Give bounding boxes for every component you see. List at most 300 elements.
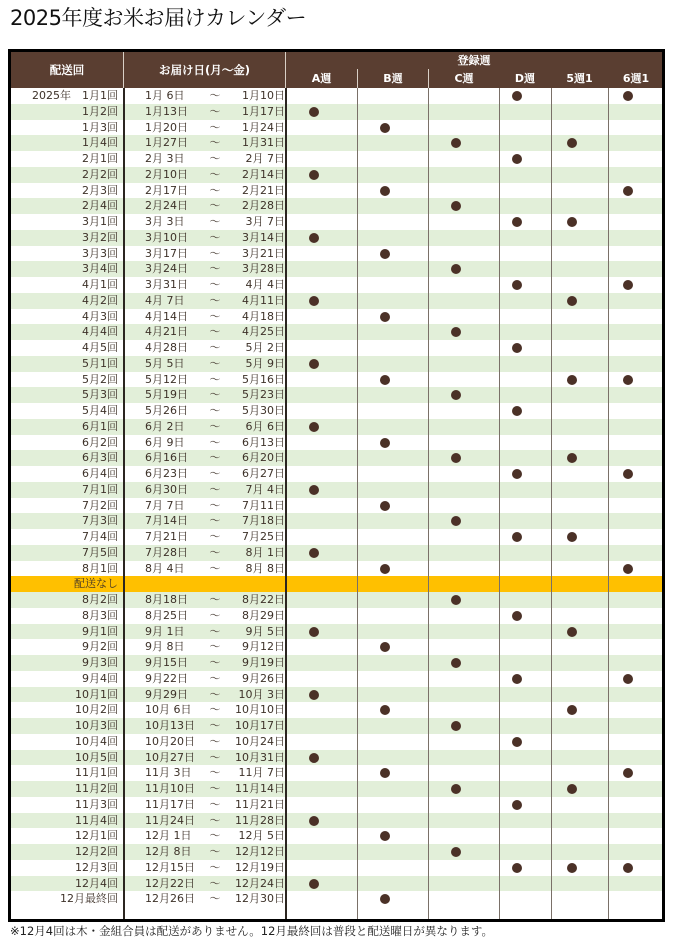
date-to: 3月 7日 (245, 215, 285, 228)
date-from: 8月 4日 (145, 561, 185, 575)
date-separator: ～ (209, 624, 221, 638)
date-separator: ～ (209, 482, 221, 496)
table-row (11, 860, 662, 876)
delivery-mark-icon (567, 375, 577, 385)
table-row (11, 592, 662, 608)
delivery-round-cell: 3月2回 (82, 230, 118, 244)
delivery-round-cell: 7月3回 (82, 514, 118, 528)
date-from: 6月30日 (145, 482, 188, 496)
delivery-round-cell: 1月4回 (82, 136, 118, 150)
delivery-round-cell: 7月1回 (82, 482, 118, 496)
date-separator: ～ (209, 876, 221, 890)
date-separator: ～ (209, 167, 221, 181)
delivery-round-cell: 6月2回 (82, 435, 118, 449)
table-row (11, 466, 662, 482)
delivery-round-cell: 4月3回 (82, 309, 118, 323)
date-to: 11月 7日 (238, 766, 285, 780)
delivery-mark-icon (567, 705, 577, 715)
table-row (11, 387, 662, 403)
date-separator: ～ (209, 813, 221, 827)
table-row (11, 655, 662, 671)
table-row (11, 608, 662, 624)
date-from: 2月17日 (145, 183, 188, 197)
delivery-mark-icon (380, 894, 390, 904)
delivery-mark-icon (567, 532, 577, 542)
date-to: 8月29日 (242, 608, 285, 622)
table-row (11, 277, 662, 293)
date-separator: ～ (209, 608, 221, 622)
date-to: 3月21日 (242, 246, 285, 260)
date-separator: ～ (209, 467, 221, 480)
delivery-round-cell: 2025年 1月1回 (32, 89, 118, 102)
date-from: 5月19日 (145, 388, 188, 402)
date-separator: ～ (209, 199, 221, 213)
delivery-round-cell: 10月3回 (75, 719, 118, 732)
date-separator: ～ (209, 593, 221, 606)
delivery-round-cell: 10月1回 (75, 687, 118, 701)
date-separator: ～ (209, 262, 221, 276)
date-to: 12月12日 (235, 845, 285, 858)
delivery-mark-icon (512, 91, 522, 101)
date-to: 12月24日 (235, 876, 285, 890)
table-row (11, 246, 662, 262)
delivery-round-cell: 8月3回 (82, 608, 118, 622)
page-title: 2025年度お米お届けカレンダー (10, 6, 307, 30)
delivery-mark-icon (623, 186, 633, 196)
table-row (11, 718, 662, 734)
date-from: 4月 7日 (145, 293, 185, 307)
delivery-mark-icon (451, 721, 461, 731)
table-row (11, 624, 662, 640)
date-from: 10月 6日 (145, 703, 192, 717)
date-separator: ～ (209, 656, 221, 669)
date-separator: ～ (209, 561, 221, 575)
date-separator: ～ (209, 120, 221, 134)
delivery-round-cell: 11月3回 (75, 797, 118, 811)
table-row (11, 293, 662, 309)
column-divider (285, 88, 287, 919)
delivery-mark-icon (380, 312, 390, 322)
date-from: 10月20日 (145, 734, 195, 748)
delivery-round-cell: 10月2回 (75, 703, 118, 717)
header-week-d: D週 (514, 71, 536, 85)
date-from: 1月20日 (145, 120, 188, 134)
date-to: 5月30日 (242, 404, 285, 417)
delivery-round-cell: 11月1回 (75, 766, 118, 780)
header-week-5-1: 5週1 (566, 71, 593, 85)
table-row (11, 230, 662, 246)
date-from: 1月 6日 (145, 89, 185, 102)
delivery-round-cell: 9月1回 (82, 624, 118, 638)
date-to: 5月23日 (242, 388, 285, 402)
column-divider (608, 88, 609, 919)
date-to: 9月12日 (242, 640, 285, 654)
table-row (11, 797, 662, 813)
date-from: 4月21日 (145, 325, 188, 339)
date-from: 2月 3日 (145, 152, 185, 165)
header-week-b: B週 (383, 71, 403, 85)
delivery-round-cell: 4月1回 (82, 278, 118, 291)
date-from: 6月16日 (145, 451, 188, 465)
table-row (11, 891, 662, 907)
delivery-mark-icon (309, 422, 319, 432)
table-row (11, 135, 662, 151)
header-delivery-round: 配送回 (49, 63, 85, 77)
date-to: 10月24日 (235, 734, 285, 748)
table-row (11, 813, 662, 829)
date-to: 2月21日 (242, 183, 285, 197)
table-row (11, 88, 662, 104)
date-from: 5月12日 (145, 372, 188, 386)
date-from: 7月 7日 (145, 498, 185, 512)
delivery-mark-icon (451, 784, 461, 794)
table-row (11, 214, 662, 230)
date-separator: ～ (209, 183, 221, 197)
date-from: 11月17日 (145, 797, 195, 811)
date-from: 10月27日 (145, 750, 195, 764)
date-to: 12月19日 (235, 860, 285, 874)
delivery-round-cell: 7月5回 (82, 545, 118, 559)
date-to: 6月13日 (242, 435, 285, 449)
footnote: ※12月4回は木・金組合員は配送がありません。12月最終回は普段と配送曜日が異なります。 (10, 924, 493, 938)
table-row (11, 545, 662, 561)
date-to: 9月19日 (242, 656, 285, 669)
table-row (11, 419, 662, 435)
date-separator: ～ (209, 892, 221, 906)
delivery-mark-icon (567, 138, 577, 148)
delivery-mark-icon (623, 91, 633, 101)
delivery-round-cell: 4月5回 (82, 341, 118, 354)
table-row (11, 702, 662, 718)
date-separator: ～ (209, 356, 221, 370)
delivery-mark-icon (512, 154, 522, 164)
date-to: 2月28日 (242, 199, 285, 213)
delivery-mark-icon (309, 296, 319, 306)
delivery-round-cell: 5月2回 (82, 372, 118, 386)
delivery-mark-icon (309, 690, 319, 700)
delivery-round-cell: 11月2回 (75, 782, 118, 795)
date-to: 10月 3日 (238, 687, 285, 701)
date-separator: ～ (209, 388, 221, 402)
date-to: 12月 5日 (238, 829, 285, 843)
table-row (11, 183, 662, 199)
table-row (11, 844, 662, 860)
delivery-mark-icon (451, 453, 461, 463)
date-separator: ～ (209, 215, 221, 228)
delivery-mark-icon (309, 359, 319, 369)
date-from: 3月31日 (145, 278, 188, 291)
table-row (11, 513, 662, 529)
header-delivery-date: お届け日(月～金) (158, 63, 250, 77)
delivery-round-cell: 7月4回 (82, 530, 118, 543)
date-to: 10月17日 (235, 719, 285, 732)
delivery-mark-icon (623, 375, 633, 385)
date-from: 3月10日 (145, 230, 188, 244)
delivery-mark-icon (451, 390, 461, 400)
date-separator: ～ (209, 829, 221, 843)
date-separator: ～ (209, 860, 221, 874)
delivery-round-cell: 2月3回 (82, 183, 118, 197)
date-to: 7月11日 (242, 498, 285, 512)
delivery-mark-icon (380, 186, 390, 196)
delivery-mark-icon (309, 170, 319, 180)
table-row (11, 356, 662, 372)
table-row (11, 750, 662, 766)
date-separator: ～ (209, 703, 221, 717)
table-row (11, 340, 662, 356)
date-separator: ～ (209, 230, 221, 244)
delivery-mark-icon (309, 627, 319, 637)
delivery-mark-icon (380, 642, 390, 652)
date-from: 11月24日 (145, 813, 195, 827)
date-separator: ～ (209, 514, 221, 528)
date-from: 5月 5日 (145, 356, 185, 370)
date-separator: ～ (209, 498, 221, 512)
delivery-round-cell: 3月1回 (82, 215, 118, 228)
table-row (11, 828, 662, 844)
date-separator: ～ (209, 545, 221, 559)
table-row (11, 261, 662, 277)
date-to: 1月31日 (242, 136, 285, 150)
date-separator: ～ (209, 419, 221, 433)
date-from: 11月 3日 (145, 766, 192, 780)
column-divider (123, 88, 125, 919)
date-from: 11月10日 (145, 782, 195, 795)
delivery-round-cell: 12月2回 (75, 845, 118, 858)
date-from: 8月25日 (145, 608, 188, 622)
table-row (11, 435, 662, 451)
delivery-round-cell: 10月5回 (75, 750, 118, 764)
delivery-mark-icon (380, 375, 390, 385)
delivery-round-cell: 5月4回 (82, 404, 118, 417)
date-to: 6月20日 (242, 451, 285, 465)
delivery-calendar-table (8, 49, 665, 922)
delivery-round-cell: 1月2回 (82, 104, 118, 118)
table-row (11, 639, 662, 655)
table-row (11, 151, 662, 167)
date-to: 2月 7日 (245, 152, 285, 165)
column-divider (428, 88, 429, 919)
date-from: 9月29日 (145, 687, 188, 701)
delivery-mark-icon (380, 438, 390, 448)
delivery-mark-icon (623, 674, 633, 684)
table-row (11, 482, 662, 498)
table-row (11, 529, 662, 545)
delivery-mark-icon (451, 138, 461, 148)
date-separator: ～ (209, 797, 221, 811)
table-row (11, 876, 662, 892)
delivery-round-cell: 10月4回 (75, 734, 118, 748)
delivery-mark-icon (309, 107, 319, 117)
delivery-mark-icon (567, 784, 577, 794)
date-from: 2月10日 (145, 167, 188, 181)
delivery-mark-icon (567, 627, 577, 637)
date-to: 4月25日 (242, 325, 285, 339)
delivery-mark-icon (512, 863, 522, 873)
delivery-round-cell: 9月2回 (82, 640, 118, 654)
date-separator: ～ (209, 152, 221, 165)
date-from: 1月27日 (145, 136, 188, 150)
delivery-mark-icon (309, 879, 319, 889)
date-separator: ～ (209, 687, 221, 701)
table-row (11, 781, 662, 797)
delivery-mark-icon (623, 564, 633, 574)
table-row (11, 104, 662, 120)
delivery-mark-icon (512, 217, 522, 227)
date-separator: ～ (209, 278, 221, 291)
date-to: 3月28日 (242, 262, 285, 276)
date-from: 4月14日 (145, 309, 188, 323)
delivery-mark-icon (380, 831, 390, 841)
column-divider (357, 88, 358, 919)
delivery-mark-icon (451, 595, 461, 605)
delivery-round-cell: 配送なし (74, 577, 118, 591)
table-row (11, 450, 662, 466)
date-separator: ～ (209, 104, 221, 118)
delivery-mark-icon (567, 217, 577, 227)
date-separator: ～ (209, 750, 221, 764)
delivery-mark-icon (309, 548, 319, 558)
date-from: 12月 1日 (145, 829, 192, 843)
date-to: 4月18日 (242, 309, 285, 323)
date-separator: ～ (209, 719, 221, 732)
delivery-round-cell: 9月3回 (82, 656, 118, 669)
date-to: 5月16日 (242, 372, 285, 386)
delivery-mark-icon (451, 327, 461, 337)
date-separator: ～ (209, 530, 221, 543)
date-separator: ～ (209, 734, 221, 748)
date-separator: ～ (209, 766, 221, 780)
date-from: 7月14日 (145, 514, 188, 528)
table-row (11, 498, 662, 514)
date-to: 1月24日 (242, 120, 285, 134)
date-separator: ～ (209, 293, 221, 307)
date-from: 9月22日 (145, 671, 188, 685)
delivery-round-cell: 6月3回 (82, 451, 118, 465)
date-to: 4月11日 (242, 293, 285, 307)
date-from: 12月15日 (145, 860, 195, 874)
date-from: 5月26日 (145, 404, 188, 417)
delivery-round-cell: 7月2回 (82, 498, 118, 512)
date-from: 12月22日 (145, 876, 195, 890)
date-to: 4月 4日 (245, 278, 285, 291)
delivery-round-cell: 8月1回 (82, 561, 118, 575)
date-to: 10月10日 (235, 703, 285, 717)
date-to: 12月30日 (235, 892, 285, 906)
delivery-mark-icon (309, 816, 319, 826)
delivery-mark-icon (567, 863, 577, 873)
date-separator: ～ (209, 136, 221, 150)
delivery-mark-icon (380, 123, 390, 133)
delivery-mark-icon (512, 532, 522, 542)
date-to: 10月31日 (235, 750, 285, 764)
delivery-round-cell: 12月1回 (75, 829, 118, 843)
date-to: 11月28日 (235, 813, 285, 827)
delivery-mark-icon (512, 469, 522, 479)
date-from: 1月13日 (145, 104, 188, 118)
delivery-round-cell: 2月1回 (82, 152, 118, 165)
delivery-round-cell: 5月1回 (82, 356, 118, 370)
date-from: 9月 8日 (145, 640, 185, 654)
date-from: 12月26日 (145, 892, 195, 906)
date-separator: ～ (209, 435, 221, 449)
date-separator: ～ (209, 671, 221, 685)
date-from: 6月23日 (145, 467, 188, 480)
delivery-round-cell: 4月2回 (82, 293, 118, 307)
table-row (11, 561, 662, 577)
table-row (11, 765, 662, 781)
column-divider (551, 88, 552, 919)
table-row (11, 734, 662, 750)
table-row (11, 403, 662, 419)
date-separator: ～ (209, 309, 221, 323)
date-to: 11月21日 (235, 797, 285, 811)
delivery-round-cell: 6月4回 (82, 467, 118, 480)
delivery-round-cell: 6月1回 (82, 419, 118, 433)
table-row (11, 324, 662, 340)
table-row (11, 198, 662, 214)
date-from: 12月 8日 (145, 845, 192, 858)
date-from: 2月24日 (145, 199, 188, 213)
delivery-round-cell: 2月4回 (82, 199, 118, 213)
date-separator: ～ (209, 372, 221, 386)
delivery-mark-icon (512, 800, 522, 810)
date-to: 8月 8日 (245, 561, 285, 575)
delivery-mark-icon (380, 768, 390, 778)
date-from: 3月24日 (145, 262, 188, 276)
table-row (11, 687, 662, 703)
date-to: 6月 6日 (245, 419, 285, 433)
delivery-round-cell: 12月3回 (75, 860, 118, 874)
delivery-mark-icon (451, 264, 461, 274)
date-separator: ～ (209, 451, 221, 465)
delivery-mark-icon (623, 469, 633, 479)
date-from: 3月17日 (145, 246, 188, 260)
header-registered-week: 登録週 (457, 54, 491, 67)
delivery-mark-icon (309, 233, 319, 243)
date-separator: ～ (209, 246, 221, 260)
delivery-mark-icon (512, 674, 522, 684)
table-header (11, 52, 662, 88)
date-separator: ～ (209, 89, 221, 102)
date-from: 4月28日 (145, 341, 188, 354)
date-from: 3月 3日 (145, 215, 185, 228)
date-from: 9月15日 (145, 656, 188, 669)
delivery-round-cell: 9月4回 (82, 671, 118, 685)
date-to: 7月18日 (242, 514, 285, 528)
delivery-round-cell: 5月3回 (82, 388, 118, 402)
delivery-mark-icon (512, 737, 522, 747)
delivery-mark-icon (451, 847, 461, 857)
table-row (11, 120, 662, 136)
date-to: 2月14日 (242, 167, 285, 181)
delivery-round-cell: 12月4回 (75, 876, 118, 890)
date-to: 11月14日 (235, 782, 285, 795)
date-separator: ～ (209, 325, 221, 339)
delivery-round-cell: 4月4回 (82, 325, 118, 339)
delivery-mark-icon (380, 501, 390, 511)
date-to: 1月10日 (242, 89, 285, 102)
delivery-mark-icon (380, 564, 390, 574)
delivery-round-cell: 12月最終回 (60, 892, 118, 906)
date-to: 6月27日 (242, 467, 285, 480)
table-row (11, 372, 662, 388)
date-separator: ～ (209, 404, 221, 417)
header-week-a: A週 (311, 71, 332, 85)
delivery-mark-icon (623, 280, 633, 290)
delivery-mark-icon (623, 768, 633, 778)
table-body (11, 88, 662, 919)
